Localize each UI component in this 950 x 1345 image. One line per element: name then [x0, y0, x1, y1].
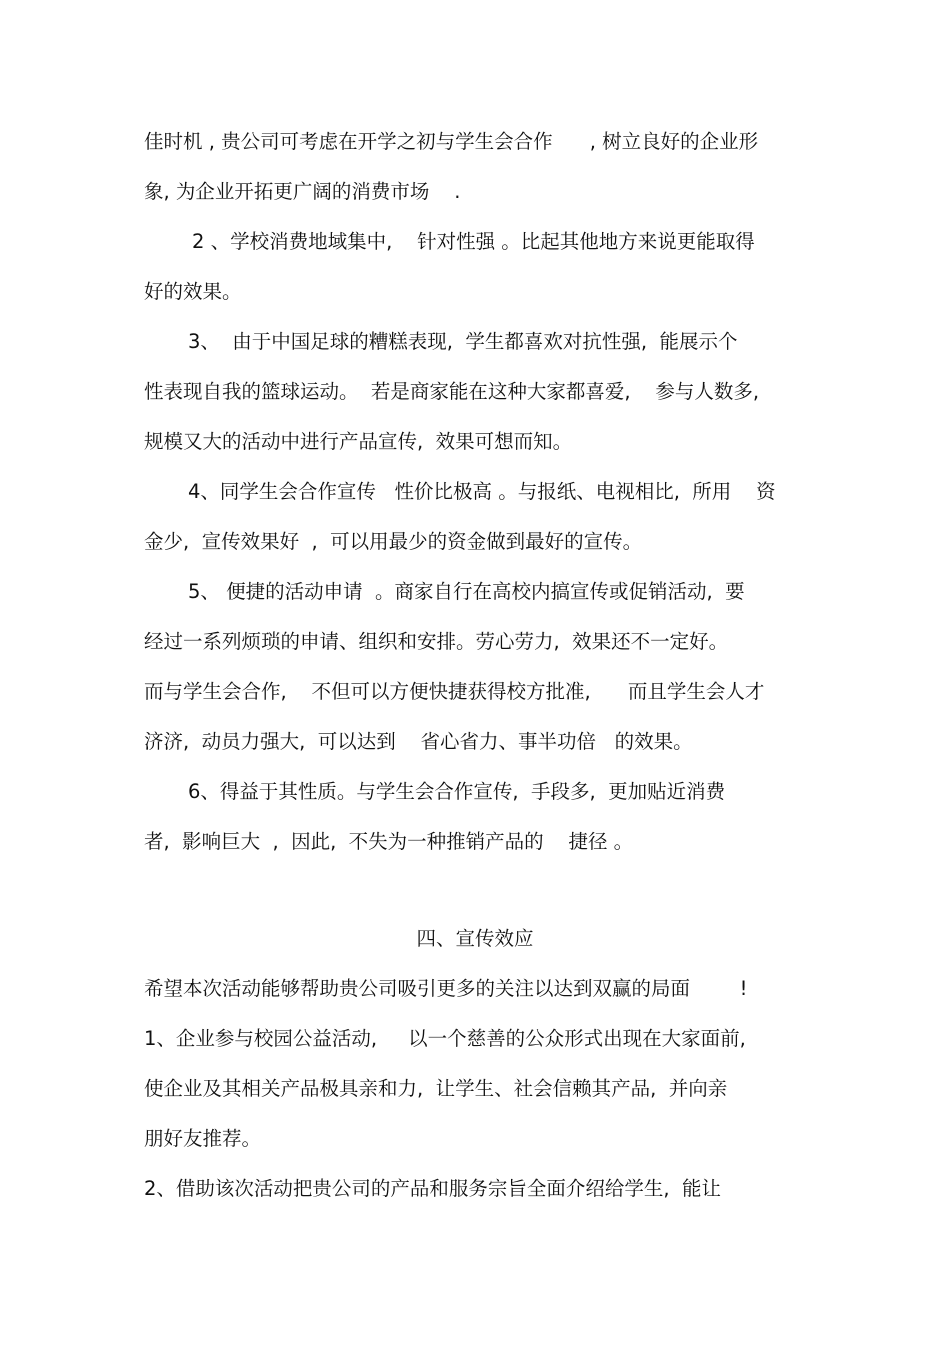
paragraph-line-11: 经过一系列烦琐的申请、组织和安排。劳心劳力, 效果还不一定好。: [144, 630, 729, 653]
paragraph-line-3: 2 、学校消费地域集中, 针对性强 。比起其他地方来说更能取得: [192, 230, 755, 253]
paragraph-line-8: 4、同学生会合作宣传 性价比极高 。与报纸、电视相比, 所用 资: [188, 480, 776, 503]
paragraph-line-18: 使企业及其相关产品极具亲和力, 让学生、社会信赖其产品, 并向亲: [144, 1077, 728, 1100]
paragraph-line-14: 6、得益于其性质。与学生会合作宣传, 手段多, 更加贴近消费: [188, 780, 726, 803]
paragraph-line-16: 希望本次活动能够帮助贵公司吸引更多的关注以达到双赢的局面 !: [144, 977, 748, 1000]
section-heading: 四、宣传效应: [416, 927, 534, 950]
paragraph-line-6: 性表现自我的篮球运动。 若是商家能在这种大家都喜爱, 参与人数多,: [144, 380, 760, 403]
paragraph-line-20: 2、借助该次活动把贵公司的产品和服务宗旨全面介绍给学生, 能让: [144, 1177, 722, 1200]
paragraph-line-12: 而与学生会合作, 不但可以方便快捷获得校方批准, 而且学生会人才: [144, 680, 765, 703]
paragraph-line-15: 者, 影响巨大 , 因此, 不失为一种推销产品的 捷径 。: [144, 830, 634, 853]
paragraph-line-17: 1、企业参与校园公益活动, 以一个慈善的公众形式出现在大家面前,: [144, 1027, 746, 1050]
paragraph-line-2: 象, 为企业开拓更广阔的消费市场 .: [144, 180, 461, 203]
paragraph-line-13: 济济, 动员力强大, 可以达到 省心省力、事半功倍 的效果。: [144, 730, 693, 753]
paragraph-line-9: 金少, 宣传效果好 , 可以用最少的资金做到最好的宣传。: [144, 530, 643, 553]
paragraph-line-19: 朋好友推荐。: [144, 1127, 262, 1150]
paragraph-line-10: 5、 便捷的活动申请 。商家自行在高校内搞宣传或促销活动, 要: [188, 580, 745, 603]
paragraph-line-7: 规模又大的活动中进行产品宣传, 效果可想而知。: [144, 430, 573, 453]
paragraph-line-4: 好的效果。: [144, 280, 242, 303]
paragraph-line-1: 佳时机 , 贵公司可考虑在开学之初与学生会合作 , 树立良好的企业形: [144, 130, 759, 153]
paragraph-line-5: 3、 由于中国足球的糟糕表现, 学生都喜欢对抗性强, 能展示个: [188, 330, 738, 353]
